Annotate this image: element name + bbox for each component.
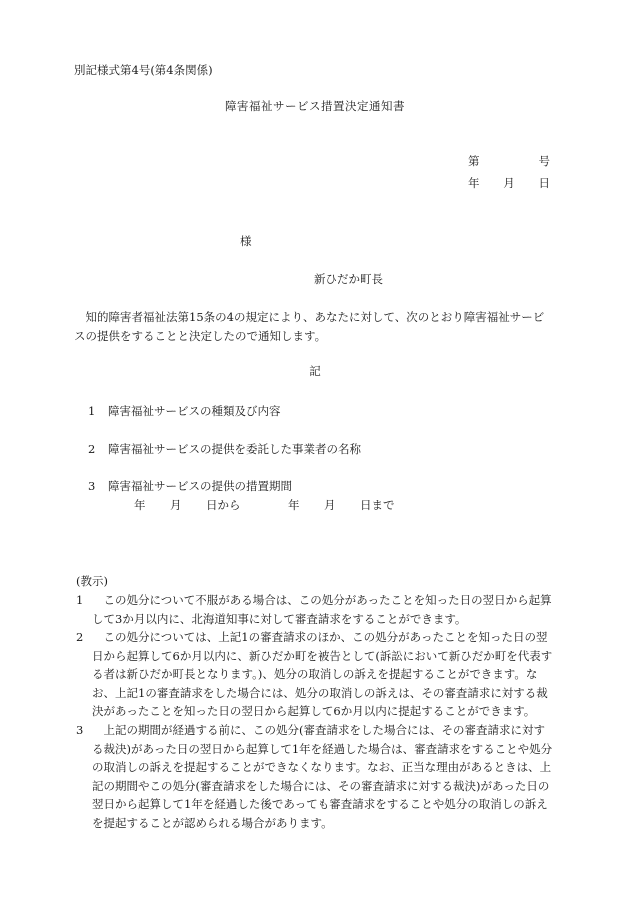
document-title: 障害福祉サービス措置決定通知書	[225, 99, 405, 113]
document-number-line	[468, 153, 550, 170]
addressee: 様	[240, 234, 252, 248]
instruction-number: 3	[76, 723, 84, 737]
period-from-day: 日から	[206, 498, 241, 512]
body-paragraph: 知的障害者福祉法第15条の4の規定により、あなたに対して、次のとおり障害福祉サービスの提供をすることと決定したので通知します。	[74, 310, 545, 343]
period-from-year: 年	[134, 498, 146, 512]
period-to-year: 年	[288, 498, 300, 512]
form-label: 別記様式第4号(第4条関係)	[74, 63, 213, 77]
instruction-text: 上記の期間が経過する前に、この処分(審査請求をした場合には、その審査請求に対する裁決)があった日の翌日から起算して1年を経過した場合は、審査請求をすることや処分の取消しの訴えを提起することができなくなります。なお、正当な理由があるときは、上記の期間やこの処分(審査請求をした場合には、その審査請求に対する裁決)があった日の翌日から起算して1年を経過した後であっても審査請求をすることや処分の取消しの訴えを提起することが認められる場合があります。	[92, 723, 553, 830]
instruction-heading: (教示)	[76, 574, 108, 588]
date-day: 日	[538, 176, 550, 190]
period-from-month: 月	[170, 498, 182, 512]
item-number: 3	[88, 479, 96, 493]
instruction-3	[76, 721, 554, 833]
period-line	[134, 497, 395, 514]
item-service-type	[88, 403, 281, 420]
item-number: 2	[88, 442, 96, 456]
date-year: 年	[468, 176, 480, 190]
instruction-text: この処分については、上記1の審査請求のほか、この処分があったことを知った日の翌日から起算して6か月以内に、新ひだか町を被告として(訴訟において新ひだか町を代表する者は新ひだか町長となります。)、処分の取消しの訴えを提起することができます。なお、上記1の審査請求をした場合には、処分の取消しの訴えは、その審査請求に対する裁決があったことを知った日の翌日から起算して6か月以内に提起することができます。	[92, 630, 553, 719]
ki-marker: 記	[309, 364, 321, 378]
item-period	[88, 478, 292, 495]
instruction-number: 2	[76, 630, 84, 644]
instruction-text: この処分について不服がある場合は、この処分があったことを知った日の翌日から起算して3か月以内に、北海道知事に対して審査請求をすることができます。	[92, 593, 552, 626]
number-suffix: 号	[538, 154, 550, 168]
instruction-1	[76, 591, 554, 628]
item-label: 障害福祉サービスの提供を委託した事業者の名称	[108, 442, 361, 456]
issuer: 新ひだか町長	[314, 272, 383, 286]
item-provider-name	[88, 441, 361, 458]
period-to-day: 日まで	[360, 498, 395, 512]
item-label: 障害福祉サービスの種類及び内容	[108, 404, 281, 418]
instruction-number: 1	[76, 593, 84, 607]
date-month: 月	[503, 176, 515, 190]
period-to-month: 月	[324, 498, 336, 512]
item-label: 障害福祉サービスの提供の措置期間	[108, 479, 292, 493]
document-date-line	[468, 175, 550, 192]
instruction-2	[76, 628, 554, 721]
item-number: 1	[88, 404, 96, 418]
number-prefix: 第	[468, 154, 480, 168]
